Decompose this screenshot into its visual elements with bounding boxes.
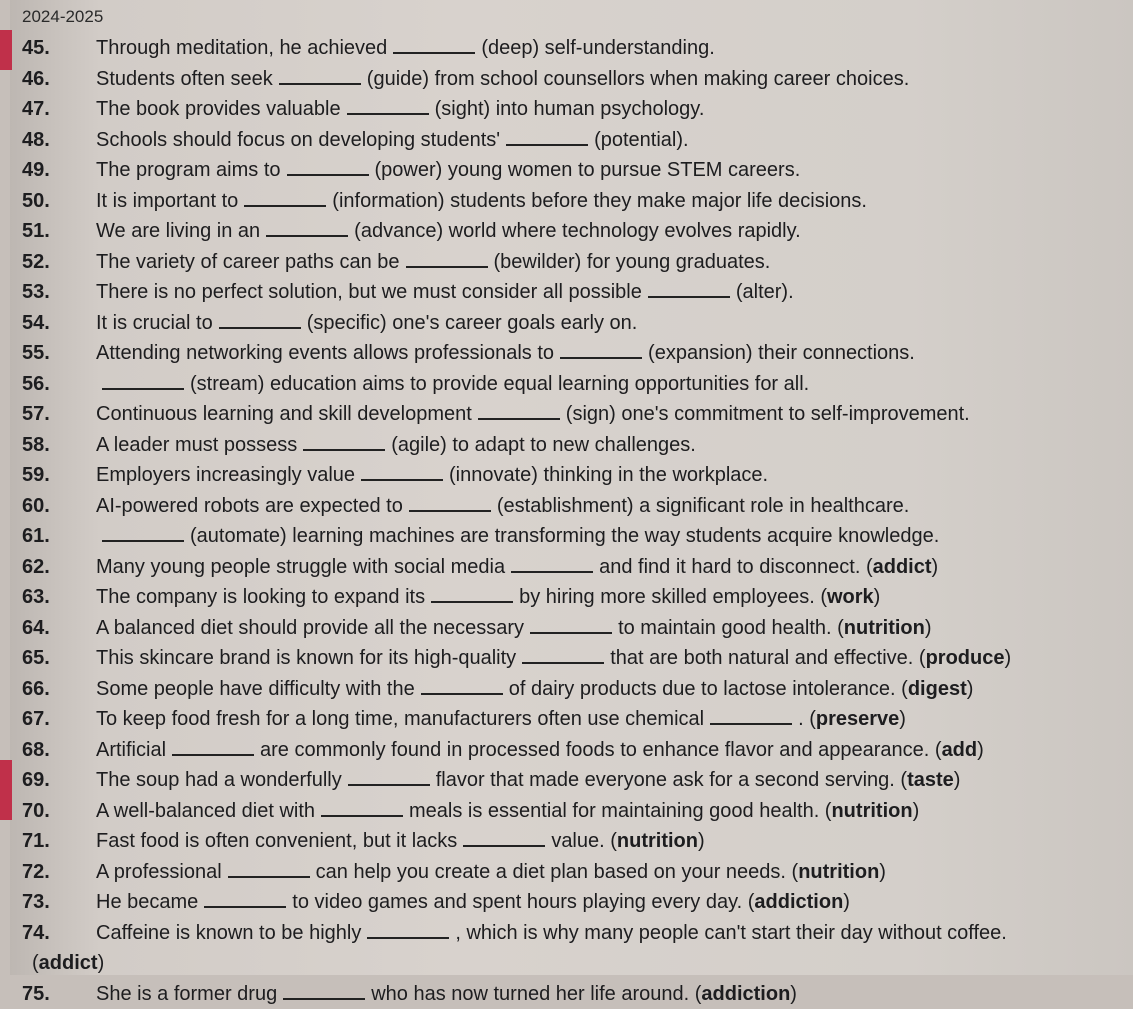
closing-paren: ) xyxy=(698,830,705,852)
item-sentence xyxy=(96,643,1011,673)
item-number: 68. xyxy=(22,738,50,761)
item-sentence xyxy=(96,460,768,490)
item-sentence xyxy=(96,857,886,887)
sentence-start: A balanced diet should provide all the necessary xyxy=(96,616,525,639)
sentence-end: (information) students before they make major life decisions. xyxy=(332,189,867,212)
item-sentence xyxy=(96,186,867,216)
answer-blank[interactable] xyxy=(287,158,369,176)
sentence-end: who has now turned her life around. ( xyxy=(371,982,702,1005)
closing-paren: ) xyxy=(1004,647,1012,669)
item-sentence xyxy=(96,826,705,856)
answer-blank[interactable] xyxy=(710,707,792,725)
item-sentence xyxy=(96,582,880,612)
root-word: work xyxy=(826,586,874,608)
exercise-item xyxy=(22,64,1130,94)
answer-blank[interactable] xyxy=(367,921,449,939)
item-sentence xyxy=(96,338,915,368)
sentence-end: meals is essential for maintaining good health. ( xyxy=(409,799,832,822)
sentence-end: (alter). xyxy=(735,281,794,303)
item-sentence xyxy=(96,979,797,1009)
item-number: 54. xyxy=(22,311,50,334)
closing-paren: ) xyxy=(931,555,939,578)
closing-paren: ) xyxy=(97,952,105,974)
item-sentence xyxy=(96,521,939,551)
root-word: taste xyxy=(907,769,954,791)
sentence-end: (power) young women to pursue STEM careers. xyxy=(374,159,801,181)
answer-blank[interactable] xyxy=(228,860,310,878)
exercise-item xyxy=(22,887,1130,917)
answer-blank[interactable] xyxy=(303,433,385,451)
sentence-start: Continuous learning and skill development xyxy=(96,403,472,425)
item-sentence xyxy=(96,216,801,246)
closing-paren: ) xyxy=(879,860,886,883)
sentence-start: ( xyxy=(32,952,39,974)
answer-blank[interactable] xyxy=(347,97,429,115)
root-word: addiction xyxy=(701,982,791,1005)
closing-paren: ) xyxy=(977,738,984,761)
item-sentence xyxy=(96,613,932,643)
sentence-start: It is important to xyxy=(96,189,239,212)
exercise-item xyxy=(22,552,1130,582)
item-number: 48. xyxy=(22,128,50,151)
sentence-start: The program aims to xyxy=(96,159,281,181)
exercise-item xyxy=(22,765,1130,795)
exercise-item xyxy=(22,94,1130,124)
item-sentence xyxy=(96,155,800,185)
closing-paren: ) xyxy=(953,769,961,791)
item-sentence xyxy=(96,674,973,704)
closing-paren: ) xyxy=(966,677,974,700)
closing-paren: ) xyxy=(924,616,932,639)
item-sentence xyxy=(96,765,960,795)
item-number: 52. xyxy=(22,250,50,273)
answer-blank[interactable] xyxy=(361,463,443,481)
exercise-item xyxy=(22,735,1130,765)
item-number: 63. xyxy=(22,586,50,608)
sentence-start: It is crucial to xyxy=(96,311,213,334)
exercise-item xyxy=(22,796,1130,826)
exercise-item xyxy=(22,338,1130,368)
root-word: nutrition xyxy=(843,616,925,639)
sentence-start: AI-powered robots are expected to xyxy=(96,494,403,517)
closing-paren: ) xyxy=(790,982,797,1005)
exercise-item xyxy=(22,430,1130,460)
item-sentence xyxy=(96,33,715,63)
item-number: 47. xyxy=(22,98,50,120)
answer-blank[interactable] xyxy=(393,36,475,54)
item-number: 46. xyxy=(22,67,50,90)
root-word: nutrition xyxy=(616,830,698,852)
item-sentence xyxy=(96,918,1007,948)
sentence-end: (agile) to adapt to new challenges. xyxy=(391,433,696,456)
answer-blank[interactable] xyxy=(431,585,513,603)
exercise-item xyxy=(22,643,1130,673)
sentence-end: to maintain good health. ( xyxy=(618,616,844,639)
item-number: 58. xyxy=(22,433,50,456)
exercise-item xyxy=(22,826,1130,856)
sentence-end: (specific) one's career goals early on. xyxy=(306,311,638,334)
sentence-end: (automate) learning machines are transforming the way students acquire knowledge. xyxy=(190,525,940,547)
sentence-end: (stream) education aims to provide equal learning opportunities for all. xyxy=(190,372,810,395)
sentence-start: She is a former drug xyxy=(96,982,278,1005)
sentence-start: He became xyxy=(96,891,199,913)
closing-paren: ) xyxy=(873,586,881,608)
exercise-item xyxy=(22,948,1130,978)
answer-blank[interactable] xyxy=(283,982,365,1000)
exercise-item xyxy=(22,399,1130,429)
item-sentence xyxy=(96,430,696,460)
margin-mark xyxy=(0,760,12,820)
exercise-item xyxy=(22,125,1130,155)
sentence-start: Artificial xyxy=(96,738,167,761)
answer-blank[interactable] xyxy=(421,677,503,695)
sentence-end: by hiring more skilled employees. ( xyxy=(519,586,827,608)
sentence-start: The company is looking to expand its xyxy=(96,586,426,608)
answer-blank[interactable] xyxy=(279,67,361,85)
sentence-start: Employers increasingly value xyxy=(96,464,356,486)
sentence-end: (deep) self-understanding. xyxy=(481,37,715,59)
sentence-start: The variety of career paths can be xyxy=(96,250,400,273)
sentence-end: (innovate) thinking in the workplace. xyxy=(449,464,769,486)
exercise-item xyxy=(22,216,1130,246)
item-sentence xyxy=(96,125,689,155)
sentence-start: The soup had a wonderfully xyxy=(96,769,342,791)
sentence-end: (establishment) a significant role in healthcare. xyxy=(496,494,910,517)
exercise-item xyxy=(22,491,1130,521)
exercise-item xyxy=(22,918,1130,948)
margin-mark xyxy=(0,30,12,70)
closing-paren: ) xyxy=(843,891,850,913)
root-word: add xyxy=(941,738,978,761)
item-number: 69. xyxy=(22,769,50,791)
item-number: 74. xyxy=(22,921,50,944)
answer-blank[interactable] xyxy=(266,219,348,237)
school-year-header: 2024-2025 xyxy=(22,7,104,26)
root-word: nutrition xyxy=(798,860,880,883)
item-number: 64. xyxy=(22,616,50,639)
item-sentence xyxy=(96,704,906,734)
answer-blank[interactable] xyxy=(522,646,604,664)
item-sentence xyxy=(96,491,909,521)
sentence-start: Through meditation, he achieved xyxy=(96,37,388,59)
sentence-end: (bewilder) for young graduates. xyxy=(493,250,771,273)
answer-blank[interactable] xyxy=(560,341,642,359)
exercise-item xyxy=(22,277,1130,307)
root-word: addict xyxy=(872,555,932,578)
sentence-end: , which is why many people can't start their day without coffee. xyxy=(455,921,1007,944)
answer-blank[interactable] xyxy=(648,280,730,298)
item-number: 50. xyxy=(22,189,50,212)
item-sentence xyxy=(96,399,970,429)
sentence-end: can help you create a diet plan based on your needs. ( xyxy=(315,860,799,883)
item-number: 56. xyxy=(22,372,50,395)
item-sentence xyxy=(96,369,809,399)
sentence-start: Some people have difficulty with the xyxy=(96,677,415,700)
exercise-item xyxy=(22,704,1130,734)
sentence-start: A well-balanced diet with xyxy=(96,799,316,822)
answer-blank[interactable] xyxy=(511,555,593,573)
sentence-start: To keep food fresh for a long time, manufacturers often use chemical xyxy=(96,708,705,730)
item-number: 55. xyxy=(22,342,50,364)
exercise-item xyxy=(22,521,1130,551)
item-number: 61. xyxy=(22,525,50,547)
item-sentence xyxy=(96,796,919,826)
exercise-item xyxy=(22,186,1130,216)
item-number: 45. xyxy=(22,37,50,59)
sentence-end: are commonly found in processed foods to enhance flavor and appearance. ( xyxy=(260,738,942,761)
item-number: 57. xyxy=(22,403,50,425)
item-sentence xyxy=(96,64,909,94)
sentence-start: Many young people struggle with social media xyxy=(96,555,506,578)
answer-blank[interactable] xyxy=(409,494,491,512)
sentence-end: (sight) into human psychology. xyxy=(434,98,705,120)
exercise-item xyxy=(22,613,1130,643)
item-number: 49. xyxy=(22,159,50,181)
sentence-end: (potential). xyxy=(594,128,689,151)
root-word: addiction xyxy=(754,891,844,913)
sentence-end: (advance) world where technology evolves rapidly. xyxy=(354,220,801,242)
closing-paren: ) xyxy=(899,708,906,730)
sentence-end: that are both natural and effective. ( xyxy=(610,647,926,669)
exercise-item xyxy=(22,979,1130,1009)
item-sentence xyxy=(96,94,704,124)
sentence-end: value. ( xyxy=(551,830,617,852)
item-number: 66. xyxy=(22,677,50,700)
root-word: nutrition xyxy=(831,799,913,822)
root-word: preserve xyxy=(815,708,900,730)
sentence-end: (guide) from school counsellors when making career choices. xyxy=(366,67,910,90)
item-number: 59. xyxy=(22,464,50,486)
sentence-start: Attending networking events allows professionals to xyxy=(96,342,555,364)
answer-blank[interactable] xyxy=(506,128,588,146)
item-number: 51. xyxy=(22,220,50,242)
answer-blank[interactable] xyxy=(102,524,184,542)
answer-blank[interactable] xyxy=(219,311,301,329)
answer-blank[interactable] xyxy=(244,189,326,207)
exercise-item xyxy=(22,155,1130,185)
sentence-start: A leader must possess xyxy=(96,433,298,456)
answer-blank[interactable] xyxy=(478,402,560,420)
sentence-end: (expansion) their connections. xyxy=(648,342,915,364)
answer-blank[interactable] xyxy=(530,616,612,634)
sentence-start: This skincare brand is known for its high-quality xyxy=(96,647,517,669)
sentence-start: The book provides valuable xyxy=(96,98,341,120)
sentence-start: We are living in an xyxy=(96,220,261,242)
answer-blank[interactable] xyxy=(172,738,254,756)
item-number: 62. xyxy=(22,555,50,578)
answer-blank[interactable] xyxy=(102,372,184,390)
exercise-item xyxy=(22,857,1130,887)
exercise-item xyxy=(22,460,1130,490)
item-number: 73. xyxy=(22,891,50,913)
answer-blank[interactable] xyxy=(348,768,430,786)
exercise-item xyxy=(22,582,1130,612)
exercise-item xyxy=(22,247,1130,277)
item-sentence xyxy=(96,277,794,307)
item-number: 75. xyxy=(22,982,50,1005)
item-number: 60. xyxy=(22,494,50,517)
item-sentence xyxy=(96,552,938,582)
answer-blank[interactable] xyxy=(406,250,488,268)
sentence-end: flavor that made everyone ask for a second serving. ( xyxy=(435,769,908,791)
item-sentence xyxy=(96,247,770,277)
sentence-end: to video games and spent hours playing every day. ( xyxy=(292,891,755,913)
exercise-item xyxy=(22,33,1130,63)
sentence-start: Caffeine is known to be highly xyxy=(96,921,362,944)
answer-blank[interactable] xyxy=(463,829,545,847)
root-word: digest xyxy=(907,677,967,700)
item-sentence xyxy=(32,948,104,978)
item-number: 65. xyxy=(22,647,50,669)
sentence-end: and find it hard to disconnect. ( xyxy=(599,555,873,578)
item-number: 53. xyxy=(22,281,50,303)
answer-blank[interactable] xyxy=(204,890,286,908)
item-number: 71. xyxy=(22,830,50,852)
root-word: addict xyxy=(38,952,98,974)
sentence-start: Students often seek xyxy=(96,67,273,90)
sentence-end: of dairy products due to lactose intolerance. ( xyxy=(508,677,908,700)
sentence-end: . ( xyxy=(798,708,816,730)
answer-blank[interactable] xyxy=(321,799,403,817)
sentence-end: (sign) one's commitment to self-improvement. xyxy=(565,403,970,425)
sentence-start: Fast food is often convenient, but it lacks xyxy=(96,830,458,852)
exercise-item xyxy=(22,369,1130,399)
closing-paren: ) xyxy=(912,799,920,822)
item-sentence xyxy=(96,308,637,338)
sentence-start: Schools should focus on developing students' xyxy=(96,128,501,151)
item-sentence xyxy=(96,887,850,917)
sentence-start: There is no perfect solution, but we must consider all possible xyxy=(96,281,642,303)
item-sentence xyxy=(96,735,984,765)
root-word: produce xyxy=(925,647,1005,669)
item-number: 67. xyxy=(22,708,50,730)
exercise-item xyxy=(22,308,1130,338)
item-number: 70. xyxy=(22,799,50,822)
item-number: 72. xyxy=(22,860,50,883)
sentence-start: A professional xyxy=(96,860,222,883)
exercise-item xyxy=(22,674,1130,704)
